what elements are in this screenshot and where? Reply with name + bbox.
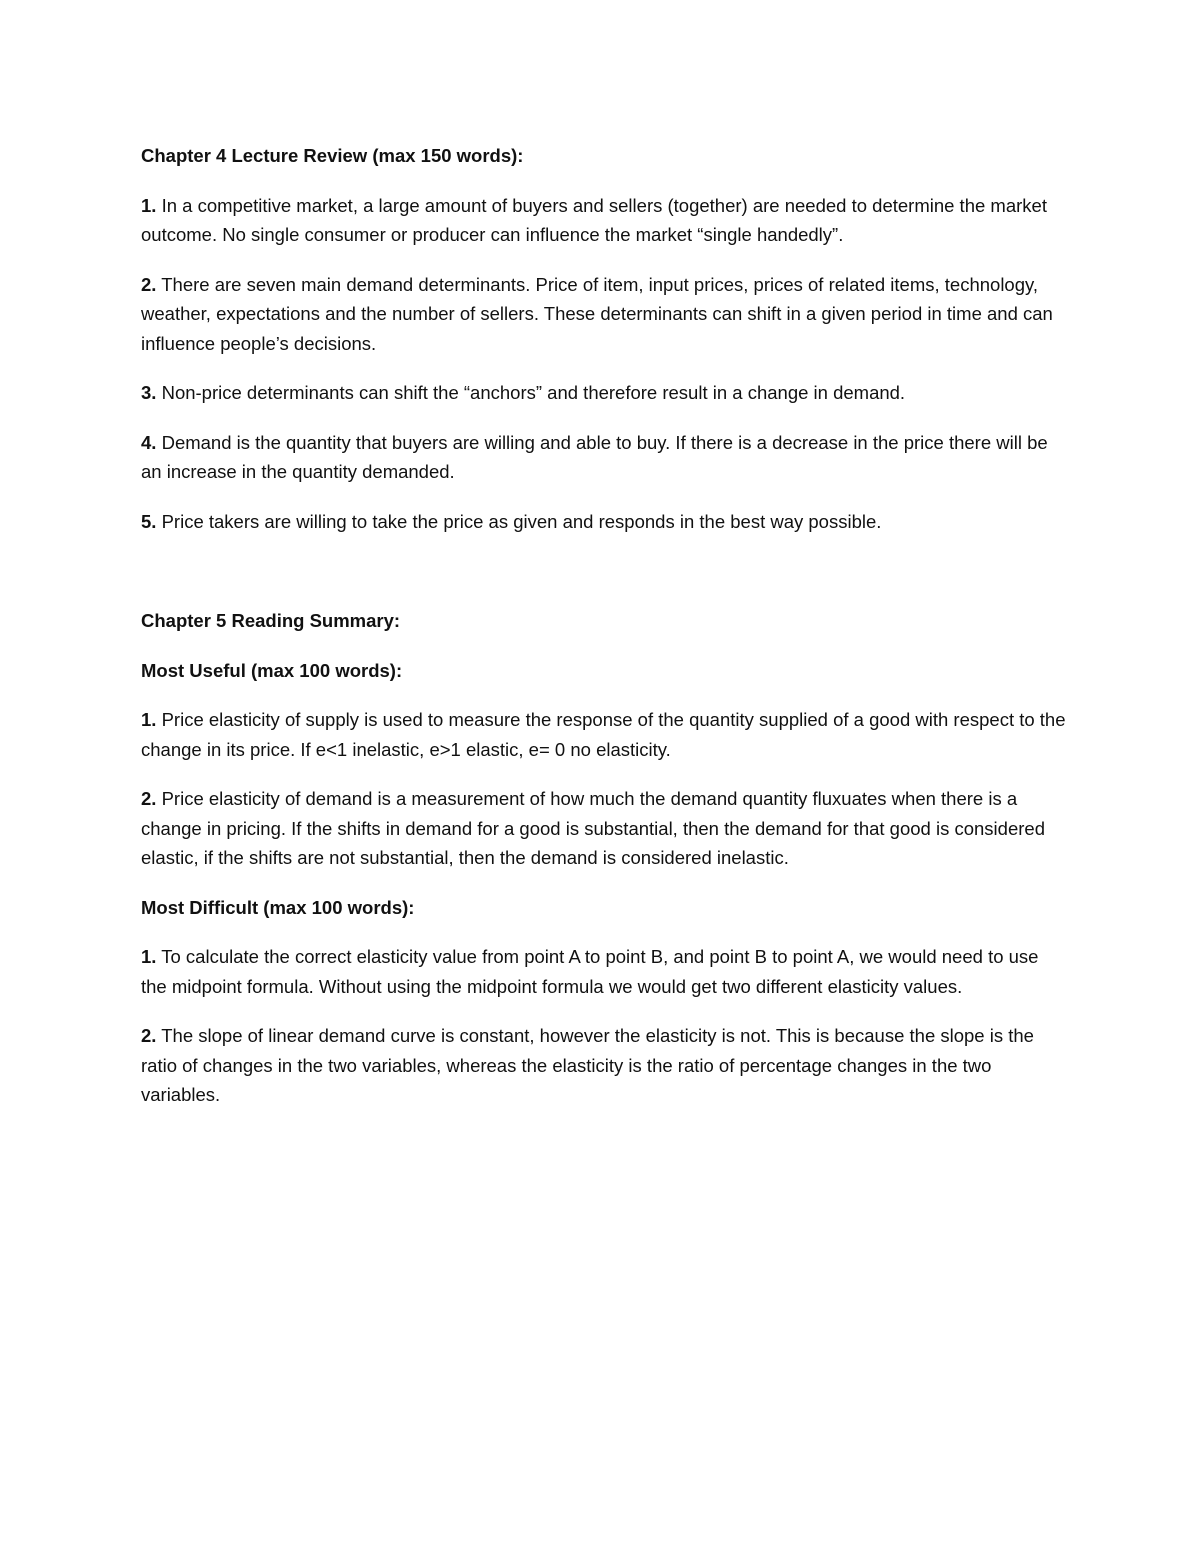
item-text: The slope of linear demand curve is constant, however the elasticity is not. This is because the slope is the ratio of changes in the two variables, whereas the elasticity is the ratio of percentage changes in the two variables. [141, 1025, 1034, 1105]
item-number: 1. [141, 709, 157, 730]
chapter4-item-4 [141, 428, 1066, 487]
item-text: To calculate the correct elasticity value from point A to point B, and point B to point A, we would need to use the midpoint formula. Without using the midpoint formula we would get two different elasticity values. [141, 946, 1039, 997]
chapter4-item-1 [141, 191, 1066, 250]
item-number: 2. [141, 273, 157, 295]
item-text: Price elasticity of demand is a measurement of how much the demand quantity fluxuates when there is a change in pricing. If the shifts in demand for a good is substantial, then the demand for that good is considered elastic, if the shifts are not substantial, then the demand is considered inelastic. [141, 788, 1045, 868]
most-useful-heading: Most Useful (max 100 words): [141, 659, 403, 681]
item-text: Price elasticity of supply is used to measure the response of the quantity supplied of a good with respect to the change in its price. If e<1 inelastic, e>1 elastic, e= 0 no elasticity. [141, 709, 1066, 760]
chapter4-item-2 [141, 270, 1066, 359]
item-number: 2. [141, 788, 157, 809]
item-number: 1. [141, 194, 157, 216]
item-text: There are seven main demand determinants. Price of item, input prices, prices of related items, technology, weather, expectations and the number of sellers. These determinants can shift in a given period in time and can influence people’s decisions. [141, 273, 1053, 354]
chapter5-heading: Chapter 5 Reading Summary: [141, 610, 401, 631]
chapter4-item-5 [141, 507, 1066, 537]
item-text: Price takers are willing to take the price as given and responds in the best way possible. [161, 510, 882, 532]
most-difficult-heading: Most Difficult (max 100 words): [141, 896, 415, 918]
item-number: 2. [141, 1025, 157, 1046]
chapter4-item-3 [141, 378, 1066, 408]
item-number: 5. [141, 510, 157, 532]
item-text: Non-price determinants can shift the “anchors” and therefore result in a change in demand. [161, 382, 906, 403]
most-useful-item-2 [141, 784, 1066, 873]
chapter4-heading: Chapter 4 Lecture Review (max 150 words): [141, 145, 524, 166]
item-number: 1. [141, 946, 157, 967]
item-text: In a competitive market, a large amount of buyers and sellers (together) are needed to determine the market outcome. No single consumer or producer can influence the market “single handedly”. [141, 194, 1047, 245]
section-spacer [141, 556, 1066, 606]
most-difficult-item-2 [141, 1021, 1066, 1110]
document-body [141, 141, 1066, 1130]
item-number: 3. [141, 382, 157, 403]
item-text: Demand is the quantity that buyers are willing and able to buy. If there is a decrease in the price there will be an increase in the quantity demanded. [141, 431, 1048, 482]
most-difficult-item-1 [141, 942, 1066, 1001]
most-useful-item-1 [141, 705, 1066, 764]
item-number: 4. [141, 431, 157, 453]
